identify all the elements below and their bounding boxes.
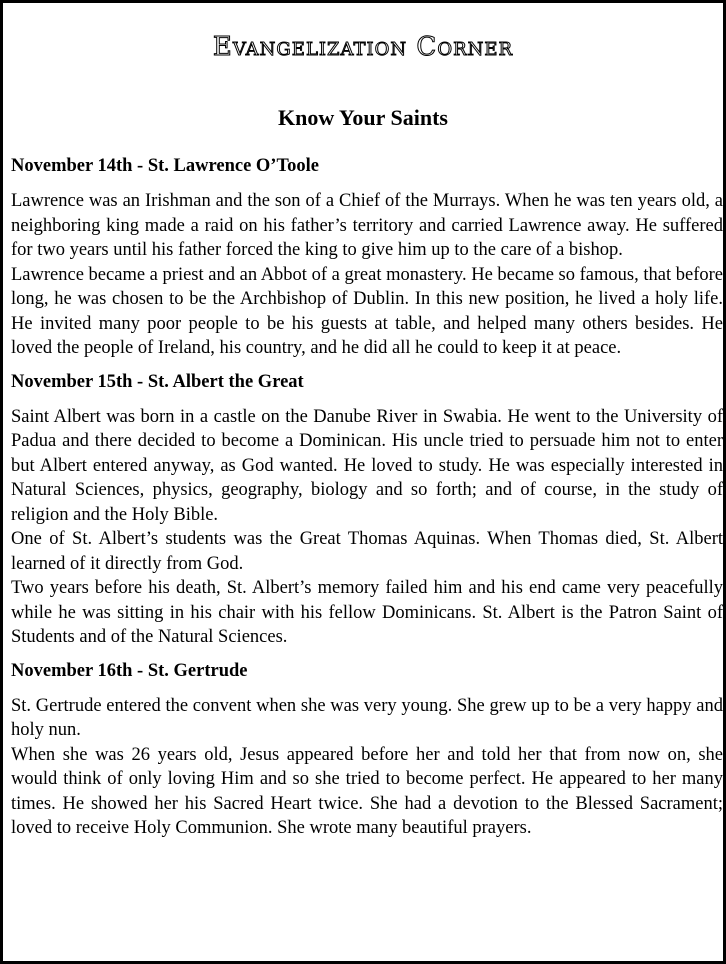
saint-paragraph: Two years before his death, St. Albert’s memory failed him and his end came very peacefully while he was sitting in his chair with his fellow Dominicans. St. Albert is the Patron Saint of Students and of the Natural Sciences.	[11, 578, 723, 647]
saint-body	[11, 405, 723, 650]
saints-content	[11, 155, 723, 851]
saint-paragraph: Saint Albert was born in a castle on the Danube River in Swabia. He went to the University of Padua and there decided to become a Dominican. His uncle tried to persuade him not to enter but Albert entered anyway, as God wanted. He loved to study. He was especially interested in Natural Sciences, physics, geography, biology and so forth; and of course, in the study of religion and the Holy Bible.	[11, 406, 723, 525]
saint-body	[11, 694, 723, 841]
saint-entry-gertrude	[11, 660, 723, 841]
section-subtitle: Know Your Saints	[278, 105, 448, 130]
saint-heading: November 16th - St. Gertrude	[11, 660, 248, 681]
saint-body	[11, 189, 723, 361]
saint-paragraph: Lawrence was an Irishman and the son of a Chief of the Murrays. When he was ten years old, a neighboring king made a raid on his father’s territory and carried Lawrence away. He suffered for two years until his father forced the king to give him up to the care of a bishop.	[11, 191, 723, 260]
saint-paragraph: Lawrence became a priest and an Abbot of a great monastery. He became so famous, that before long, he was chosen to be the Archbishop of Dublin. In this new position, he lived a holy life. He invited many poor people to be his guests at table, and helped many others besides. He loved the people of Ireland, his country, and he did all he could to keep it at peace.	[11, 264, 723, 358]
page-title: Evangelization Corner	[212, 32, 514, 62]
saint-heading: November 14th - St. Lawrence O’Toole	[11, 156, 319, 176]
saint-paragraph: St. Gertrude entered the convent when she was very young. She grew up to be a very happy and holy nun.	[11, 695, 723, 740]
saint-paragraph: One of St. Albert’s students was the Great Thomas Aquinas. When Thomas died, St. Albert learned of it directly from God.	[11, 529, 723, 574]
saint-paragraph: When she was 26 years old, Jesus appeared before her and told her that from now on, she would think of only loving Him and so she tried to become perfect. He appeared to her many times. He showed her his Sacred Heart twice. She had a devotion to the Blessed Sacrament; loved to receive Holy Communion. She wrote many beautiful prayers.	[11, 744, 723, 838]
saint-heading: November 15th - St. Albert the Great	[11, 371, 304, 392]
saint-entry-lawrence	[11, 155, 723, 361]
saint-entry-albert	[11, 371, 723, 650]
